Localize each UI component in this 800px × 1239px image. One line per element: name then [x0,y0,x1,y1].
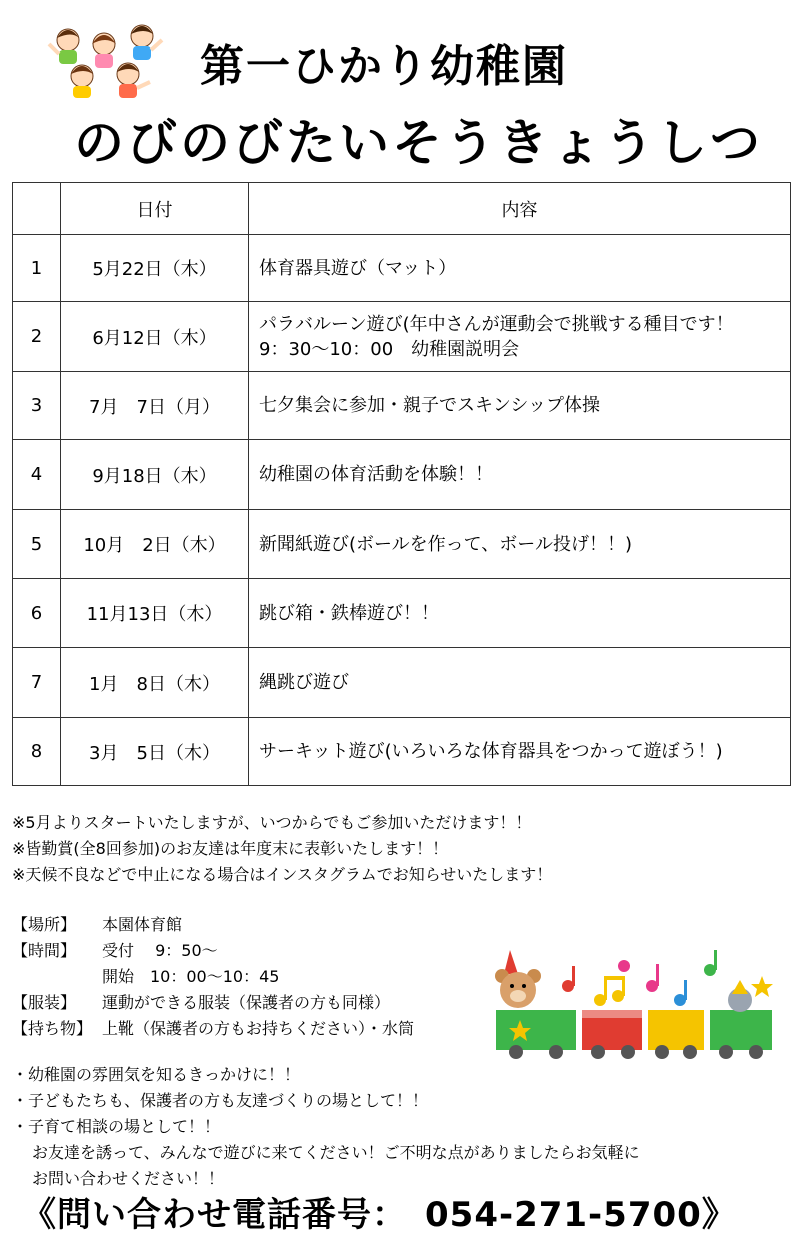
clothing-value: 運動ができる服装（保護者の方も同様） [102,993,391,1012]
point-continuation: お問い合わせください！！ [32,1169,225,1188]
contact-phone: 《問い合わせ電話番号： 054-271-5700》 [22,1195,737,1235]
info-time [12,938,414,964]
info-clothing [12,990,414,1016]
header-date: 日付 [61,183,249,235]
schedule-table [12,182,791,786]
content-line: サーキット遊び(いろいろな体育器具をつかって遊ぼう！) [259,741,723,762]
row-date: 9月18日（木） [61,440,249,510]
page-title: 第一ひかり幼稚園 [200,41,568,92]
event-info [12,912,414,1042]
point-item: ・幼稚園の雰囲気を知るきっかけに！！ [12,1065,301,1084]
table-header-row [13,183,791,235]
row-date: 5月22日（木） [61,235,249,302]
points [12,1062,640,1192]
table-row [13,579,791,648]
content-line: 9：30〜10：00 幼稚園説明会 [259,338,520,360]
content-line: 幼稚園の体育活動を体験！！ [259,464,493,485]
row-content [249,372,791,440]
content-line: 新聞紙遊び(ボールを作って、ボール投げ！！) [259,533,632,555]
row-content [249,510,791,579]
table-row [13,235,791,302]
row-number: 4 [13,440,61,510]
point-item: ・子どもたちも、保護者の方も友達づくりの場として！！ [12,1091,429,1110]
table-row [13,510,791,579]
row-content [249,440,791,510]
row-content [249,302,791,372]
row-content [249,718,791,786]
row-number: 2 [13,302,61,372]
note-item: ※皆勤賞(全8回参加)のお友達は年度末に表彰いたします！！ [12,839,449,858]
row-number: 3 [13,372,61,440]
row-date: 10月 2日（木） [61,510,249,579]
time-start: 開始 10：00〜10：45 [102,967,280,986]
row-date: 3月 5日（木） [61,718,249,786]
table-row [13,718,791,786]
row-number: 6 [13,579,61,648]
note-item: ※天候不良などで中止になる場合はインスタグラムでお知らせいたします！ [12,865,553,884]
table-row [13,372,791,440]
items-value: 上靴（保護者の方もお持ちください）・水筒 [102,1019,415,1038]
info-items [12,1016,414,1042]
content-line: 体育器具遊び（マット） [259,257,457,279]
row-date: 7月 7日（月） [61,372,249,440]
table-row [13,648,791,718]
time-label: 【時間】 [12,941,77,960]
row-date: 6月12日（木） [61,302,249,372]
row-content [249,235,791,302]
row-number: 8 [13,718,61,786]
note-item: ※5月よりスタートいたしますが、いつからでもご参加いただけます！！ [12,813,532,832]
table-row [13,302,791,372]
info-place [12,912,414,938]
header-no [13,183,61,235]
bear-train-icon [490,940,780,1060]
header-content: 内容 [249,183,791,235]
page-subtitle: のびのびたいそうきょうしつ [74,114,763,172]
place-value: 本園体育館 [102,915,183,934]
row-date: 11月13日（木） [61,579,249,648]
row-date: 1月 8日（木） [61,648,249,718]
row-content [249,579,791,648]
table-row [13,440,791,510]
content-line: 七夕集会に参加・親子でスキンシップ体操 [259,395,601,416]
content-line: 縄跳び遊び [259,672,349,693]
row-content [249,648,791,718]
header [0,0,800,170]
notes [12,810,552,888]
items-label: 【持ち物】 [12,1019,93,1038]
row-number: 5 [13,510,61,579]
children-icon [46,14,166,100]
info-time-start [12,964,414,990]
content-line: パラバルーン遊び(年中さんが運動会で挑戦する種目です！ [259,313,734,335]
row-number: 7 [13,648,61,718]
clothing-label: 【服装】 [12,993,77,1012]
point-item: ・子育て相談の場として！！ [12,1117,221,1136]
time-reception: 受付 9：50〜 [102,941,218,960]
point-continuation: お友達を誘って、みんなで遊びに来てください！ご不明な点がありましたらお気軽に [32,1143,640,1162]
place-label: 【場所】 [12,915,77,934]
content-line: 跳び箱・鉄棒遊び！！ [259,602,439,624]
row-number: 1 [13,235,61,302]
